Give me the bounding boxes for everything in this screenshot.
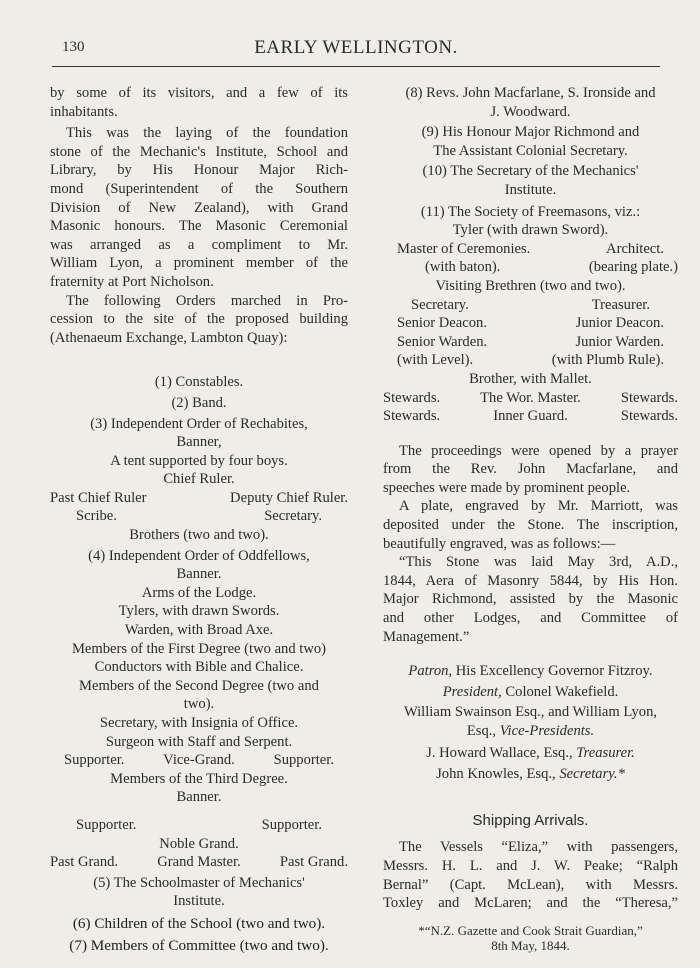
procession-line: The Assistant Colonial Secretary.: [433, 142, 628, 159]
treasurer-name: J. Howard Wallace, Esq.,: [426, 744, 573, 761]
procession-item: Treasurer.: [591, 296, 650, 313]
text-line: from the Rev. John Macfarlane, and: [383, 461, 678, 478]
text-line: fraternity at Port Nicholson.: [50, 273, 214, 290]
procession-row: [50, 853, 348, 872]
procession-line: Members of the Third Degree.: [110, 770, 288, 787]
procession-item: Architect.: [606, 240, 664, 257]
procession-line: Noble Grand.: [159, 835, 239, 852]
text-line: cession to the site of the proposed building: [50, 311, 348, 328]
procession-item: Grand Master.: [157, 854, 241, 871]
procession-line: Banner.: [176, 566, 222, 583]
procession-item: Master of Ceremonies.: [397, 240, 531, 257]
procession-line: Visiting Brethren (two and two).: [435, 277, 626, 294]
text-line: stone of the Mechanic's Institute, School and: [50, 143, 348, 160]
procession-line: (4) Independent Order of Oddfellows,: [88, 547, 310, 564]
secretary-label: Secretary.*: [559, 766, 625, 783]
procession-item: Junior Warden.: [575, 333, 664, 350]
procession-row: [383, 240, 678, 259]
procession-line: (8) Revs. John Macfarlane, S. Ironside and: [405, 85, 656, 101]
procession-item: Secretary.: [411, 296, 469, 313]
text-line: The Vessels “Eliza,” with passengers,: [399, 839, 678, 856]
procession-line: (9) His Honour Major Richmond and: [421, 124, 640, 141]
procession-line: (6) Children of the School (two and two).: [72, 914, 326, 932]
procession-line: Surgeon with Staff and Serpent.: [105, 733, 293, 750]
president-name: Colonel Wakefield.: [505, 683, 619, 700]
left-column: [50, 84, 348, 955]
text-line: speeches were made by prominent people.: [383, 479, 631, 496]
procession-line: (11) The Society of Freemasons, viz.:: [420, 203, 641, 220]
procession-item: Past Chief Ruler: [50, 489, 147, 506]
procession-line: (3) Independent Order of Rechabites,: [90, 415, 308, 432]
procession-item: (with Plumb Rule).: [551, 352, 664, 369]
text-line: beautifully engraved, was as follows:—: [383, 535, 616, 552]
procession-item: Stewards.: [383, 408, 441, 425]
text-line: deposited under the Stone. The inscription,: [383, 517, 678, 534]
procession-item: Scribe.: [76, 508, 117, 525]
procession-line: J. Woodward.: [490, 103, 571, 120]
procession-line: Warden, with Broad Axe.: [124, 622, 274, 639]
procession-line: Tyler (with drawn Sword).: [452, 222, 609, 239]
procession-item: Vice-Grand.: [163, 752, 235, 769]
running-title: EARLY WELLINGTON.: [254, 37, 458, 58]
procession-line: Tylers, with drawn Swords.: [118, 603, 280, 620]
text-line: William Lyon, a prominent member of the: [50, 255, 348, 272]
procession-row: [383, 296, 678, 315]
procession-item: Supporter.: [76, 816, 137, 833]
procession-line: Members of the First Degree (two and two): [71, 640, 327, 657]
procession-row: [383, 258, 678, 277]
procession-item: Inner Guard.: [493, 408, 568, 425]
patron-label: Patron,: [408, 663, 453, 680]
procession-row: [383, 351, 678, 370]
procession-line: Banner,: [176, 434, 222, 451]
procession-item: Supporter.: [64, 752, 125, 769]
text-line: The proceedings were opened by a prayer: [399, 442, 678, 459]
text-line: (Athenaeum Exchange, Lambton Quay):: [50, 329, 288, 346]
text-line: The following Orders marched in Pro-: [66, 292, 348, 309]
quote-line: 1844, Aera of Masonry 5844, by His Hon.: [383, 572, 678, 589]
procession-item: Stewards.: [620, 389, 678, 406]
procession-line: (2) Band.: [171, 394, 227, 411]
procession-item: Senior Warden.: [397, 333, 488, 350]
quote-line: and other Lodges, and Committee of: [383, 610, 678, 627]
procession-line: (10) The Secretary of the Mechanics': [422, 163, 639, 180]
patron-name: His Excellency Governor Fitzroy.: [455, 663, 653, 680]
procession-item: (bearing plate.): [588, 259, 678, 276]
procession-row: [50, 507, 348, 526]
procession-item: Senior Deacon.: [397, 315, 487, 332]
procession-line: Institute.: [173, 893, 225, 910]
patron-line: [383, 662, 678, 681]
vice-presidents-suffix: Esq.,: [466, 723, 497, 739]
footnote: *“N.Z. Gazette and Cook Strait Guardian,”: [418, 922, 643, 938]
procession-line: Secretary, with Insignia of Office.: [99, 715, 299, 731]
page-number: 130: [62, 39, 85, 55]
procession-line: (7) Members of Committee (two and two).: [69, 936, 329, 954]
procession-line: Conductors with Bible and Chalice.: [94, 659, 304, 676]
quote-line: Management.”: [383, 628, 470, 645]
procession-line: Brother, with Mallet.: [469, 370, 592, 387]
right-column: [383, 84, 678, 953]
text-line: This was the laying of the foundation: [66, 125, 348, 142]
procession-line: Brothers (two and two).: [129, 527, 269, 544]
quote-line: “This Stone was laid May 3rd, A.D.,: [399, 554, 678, 571]
text-line: inhabitants.: [50, 103, 118, 120]
section-heading: Shipping Arrivals.: [472, 811, 589, 829]
procession-row: [383, 407, 678, 426]
procession-line: (5) The Schoolmaster of Mechanics': [93, 874, 305, 891]
procession-item: Deputy Chief Ruler.: [230, 489, 348, 506]
procession-line: Institute.: [504, 181, 557, 198]
procession-line: two).: [183, 696, 215, 713]
text-line: Messrs. H. L. and J. W. Peake; “Ralph: [383, 857, 678, 874]
secretary-name: John Knowles, Esq.,: [436, 766, 556, 783]
procession-item: Junior Deacon.: [575, 315, 664, 332]
text-line: Masonic honours. The Masonic Ceremonial: [50, 218, 348, 235]
vice-presidents-line: [383, 722, 678, 741]
procession-row: [50, 751, 348, 770]
text-line: Toxley and McLaren; and the “Theresa,”: [383, 895, 678, 912]
secretary-line: [383, 765, 678, 784]
text-line: Library, by His Honour Major Rich-: [50, 162, 348, 179]
procession-item: The Wor. Master.: [480, 389, 581, 406]
procession-item: Supporter.: [273, 752, 334, 769]
text-line: Bernal” (Capt. McLean), with Messrs.: [383, 876, 678, 893]
procession-line: (1) Constables.: [154, 374, 244, 391]
text-line: A plate, engraved by Mr. Marriott, was: [399, 498, 678, 515]
treasurer-line: [383, 744, 678, 763]
vice-presidents-label: Vice-Presidents.: [499, 723, 595, 739]
text-line: by some of its visitors, and a few of its: [50, 85, 348, 101]
procession-item: (with baton).: [425, 259, 501, 276]
procession-row: [383, 314, 678, 333]
procession-row: [50, 489, 348, 508]
procession-line: Members of the Second Degree (two and: [79, 677, 319, 694]
text-line: was arranged as a compliment to Mr.: [50, 236, 348, 253]
procession-row: [50, 816, 348, 835]
quote-line: Major Richmond, assisted by the Masonic: [383, 591, 678, 608]
procession-line: Arms of the Lodge.: [141, 584, 257, 601]
procession-item: Supporter.: [261, 816, 322, 833]
page-header: [52, 36, 660, 67]
president-label: President,: [442, 683, 502, 700]
procession-item: Past Grand.: [50, 854, 119, 871]
text-line: Division of New Zealand), with Grand: [50, 199, 348, 216]
procession-item: Stewards.: [383, 389, 441, 406]
vice-presidents-line: William Swainson Esq., and William Lyon,: [403, 704, 658, 721]
president-line: [383, 683, 678, 702]
procession-item: (with Level).: [397, 352, 474, 369]
procession-item: Past Grand.: [279, 854, 348, 871]
treasurer-label: Treasurer.: [576, 744, 635, 761]
footnote: 8th May, 1844.: [491, 937, 570, 953]
procession-item: Stewards.: [620, 408, 678, 425]
procession-line: Banner.: [176, 789, 222, 806]
procession-line: Chief Ruler.: [163, 471, 235, 488]
procession-line: A tent supported by four boys.: [110, 452, 288, 469]
text-line: mond (Superintendent of the Southern: [50, 180, 348, 197]
procession-row: [383, 389, 678, 408]
procession-row: [383, 333, 678, 352]
procession-item: Secretary.: [264, 508, 322, 525]
